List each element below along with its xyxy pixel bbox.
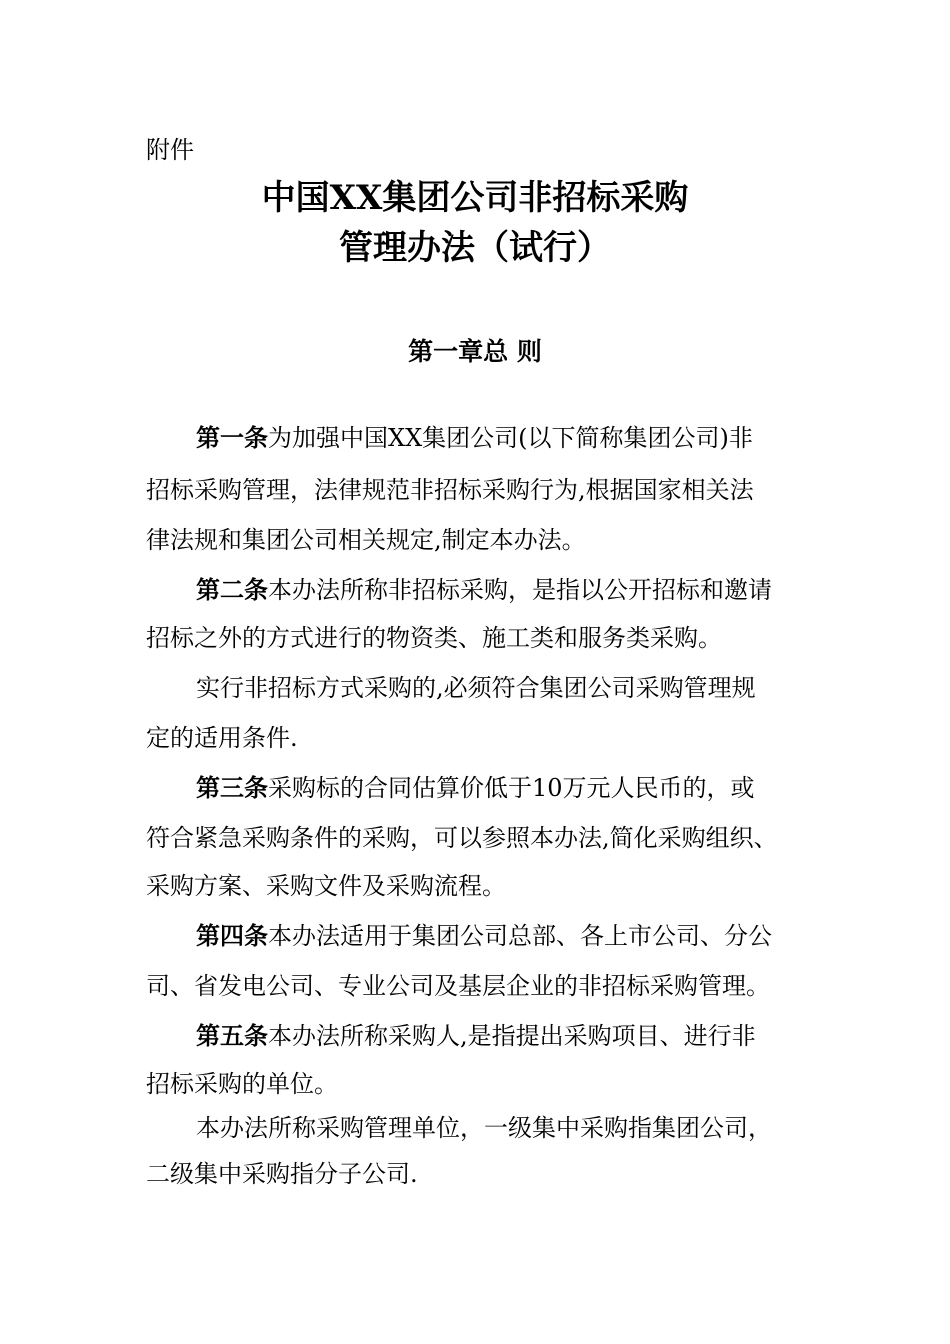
article-1-line-3: 律法规和集团公司相关规定,制定本办法。 [146, 526, 586, 554]
article-3-line-3: 采购方案、采购文件及采购流程。 [146, 872, 506, 900]
article-3-text-1: 采购标的合同估算价低于10万元人民币的，或 [268, 774, 755, 802]
article-5-para-2-line-2: 二级集中采购指分子公司. [146, 1160, 418, 1188]
chapter-heading: 第一章总 则 [408, 337, 542, 366]
article-5-line-2: 招标采购的单位。 [146, 1070, 338, 1098]
article-5-line-1 [196, 1020, 756, 1052]
article-4-line-1 [196, 920, 772, 952]
document-title-line-2: 管理办法（试行） [339, 228, 611, 268]
article-5-number: 第五条 [196, 1022, 268, 1050]
article-1-text-1: 为加强中国XX集团公司(以下简称集团公司)非 [268, 424, 753, 452]
article-4-text-1: 本办法适用于集团公司总部、各上市公司、分公 [268, 922, 772, 950]
article-1-number: 第一条 [196, 424, 268, 452]
article-4-line-2: 司、省发电公司、专业公司及基层企业的非招标采购管理。 [146, 972, 770, 1000]
article-2-line-1 [196, 574, 772, 606]
article-1-line-1 [196, 422, 753, 454]
article-2-text-1: 本办法所称非招标采购，是指以公开招标和邀请 [268, 576, 772, 604]
article-5-text-1: 本办法所称采购人,是指提出采购项目、进行非 [268, 1022, 756, 1050]
article-4-number: 第四条 [196, 922, 268, 950]
article-1-line-2: 招标采购管理，法律规范非招标采购行为,根据国家相关法 [146, 476, 754, 504]
article-2-para-2-line-2: 定的适用条件. [146, 724, 298, 752]
article-3-line-2: 符合紧急采购条件的采购，可以参照本办法,简化采购组织、 [146, 824, 778, 852]
attachment-label: 附件 [146, 136, 194, 164]
article-2-number: 第二条 [196, 576, 268, 604]
article-5-para-2-line-1: 本办法所称采购管理单位，一级集中采购指集团公司， [196, 1114, 772, 1142]
document-title-line-1: 中国XX集团公司非招标采购 [261, 178, 689, 218]
article-2-line-2: 招标之外的方式进行的物资类、施工类和服务类采购。 [146, 624, 722, 652]
article-2-para-2-line-1: 实行非招标方式采购的,必须符合集团公司采购管理规 [196, 674, 756, 702]
article-3-number: 第三条 [196, 774, 268, 802]
article-3-line-1 [196, 772, 755, 804]
